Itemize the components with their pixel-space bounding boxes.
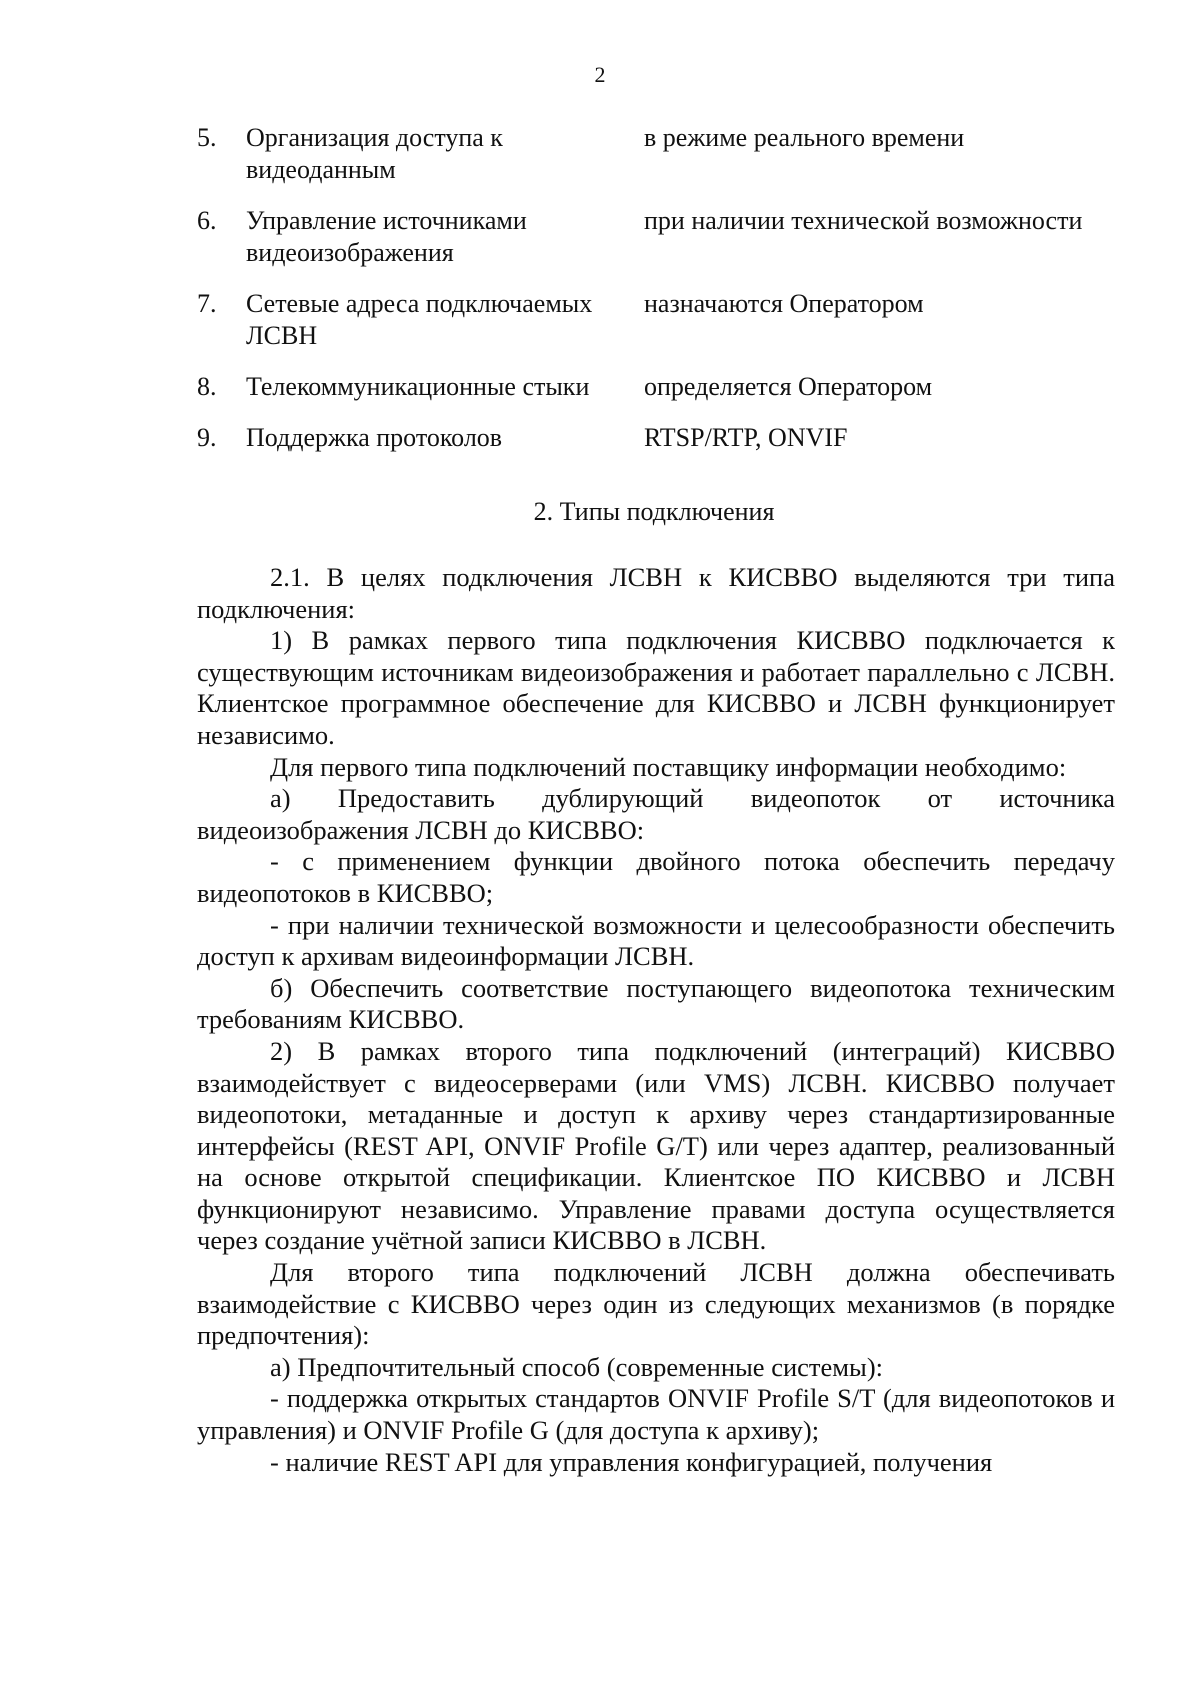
requirement-value: определяется Оператором xyxy=(644,372,933,401)
requirement-value: при наличии технической возможности xyxy=(644,206,1083,235)
requirement-value: в режиме реального времени xyxy=(644,123,965,152)
page-number: 2 xyxy=(594,62,606,87)
requirement-number: 7. xyxy=(197,289,217,318)
requirement-row xyxy=(197,122,1117,186)
paragraph: б) Обеспечить соответствие поступающего видеопотока техническим требованиям КИСВВО. xyxy=(197,972,1115,1035)
requirement-value: назначаются Оператором xyxy=(644,289,924,318)
requirements-table xyxy=(197,122,1117,473)
requirement-number: 6. xyxy=(197,206,217,235)
paragraph: 2) В рамках второго типа подключений (интеграций) КИСВВО взаимодействует с видеосерверами (или VMS) ЛСВН. КИСВВО получает видеопотоки, метаданные и доступ к архиву через стандартизированные интерфейсы (REST API, ONVIF Profile G/T) или через адаптер, реализованный на основе открытой спецификации. Клиентское ПО КИСВВО и ЛСВН функционируют независимо. Управление правами доступа осуществляется через создание учётной записи КИСВВО в ЛСВН. xyxy=(197,1035,1115,1256)
paragraph: - с применением функции двойного потока обеспечить передачу видеопотоков в КИСВВО; xyxy=(197,846,1115,908)
body-text xyxy=(197,562,1115,1478)
requirement-name: Сетевые адреса подключаемых ЛСВН xyxy=(246,289,593,350)
requirement-name: Поддержка протоколов xyxy=(246,423,503,452)
paragraph: 2.1. В целях подключения ЛСВН к КИСВВО выделяются три типа подключения: xyxy=(197,562,1115,624)
requirement-row xyxy=(197,422,1117,454)
paragraph: - наличие REST API для управления конфигурацией, получения xyxy=(270,1446,993,1477)
requirement-name: Управление источниками видеоизображения xyxy=(246,206,527,267)
requirement-number: 8. xyxy=(197,372,217,401)
requirement-value: RTSP/RTP, ONVIF xyxy=(644,423,848,452)
paragraph: а) Предоставить дублирующий видеопоток от источника видеоизображения ЛСВН до КИСВВО: xyxy=(197,783,1115,845)
paragraph: а) Предпочтительный способ (современные системы): xyxy=(270,1351,884,1382)
requirement-number: 9. xyxy=(197,423,217,452)
paragraph: 1) В рамках первого типа подключения КИСВВО подключается к существующим источникам видеоизображения и работает параллельно с ЛСВН. Клиентское программное обеспечение для КИСВВО и ЛСВН функционирует независимо. xyxy=(197,625,1115,750)
paragraph: - при наличии технической возможности и целесообразности обеспечить доступ к архивам видеоинформации ЛСВН. xyxy=(197,909,1115,972)
paragraph: - поддержка открытых стандартов ONVIF Profile S/T (для видеопотоков и управления) и ONVIF Profile G (для доступа к архиву); xyxy=(197,1383,1115,1446)
paragraph: Для второго типа подключений ЛСВН должна обеспечивать взаимодействие с КИСВВО через один из следующих механизмов (в порядке предпочтения): xyxy=(197,1257,1115,1351)
requirement-row xyxy=(197,371,1117,403)
requirement-row xyxy=(197,288,1117,352)
paragraph: Для первого типа подключений поставщику информации необходимо: xyxy=(270,751,1067,782)
requirement-row xyxy=(197,205,1117,269)
section-title: 2. Типы подключения xyxy=(533,497,775,526)
requirement-name: Телекоммуникационные стыки xyxy=(246,372,590,401)
requirement-name: Организация доступа к видеоданным xyxy=(246,123,503,184)
requirement-number: 5. xyxy=(197,123,217,152)
